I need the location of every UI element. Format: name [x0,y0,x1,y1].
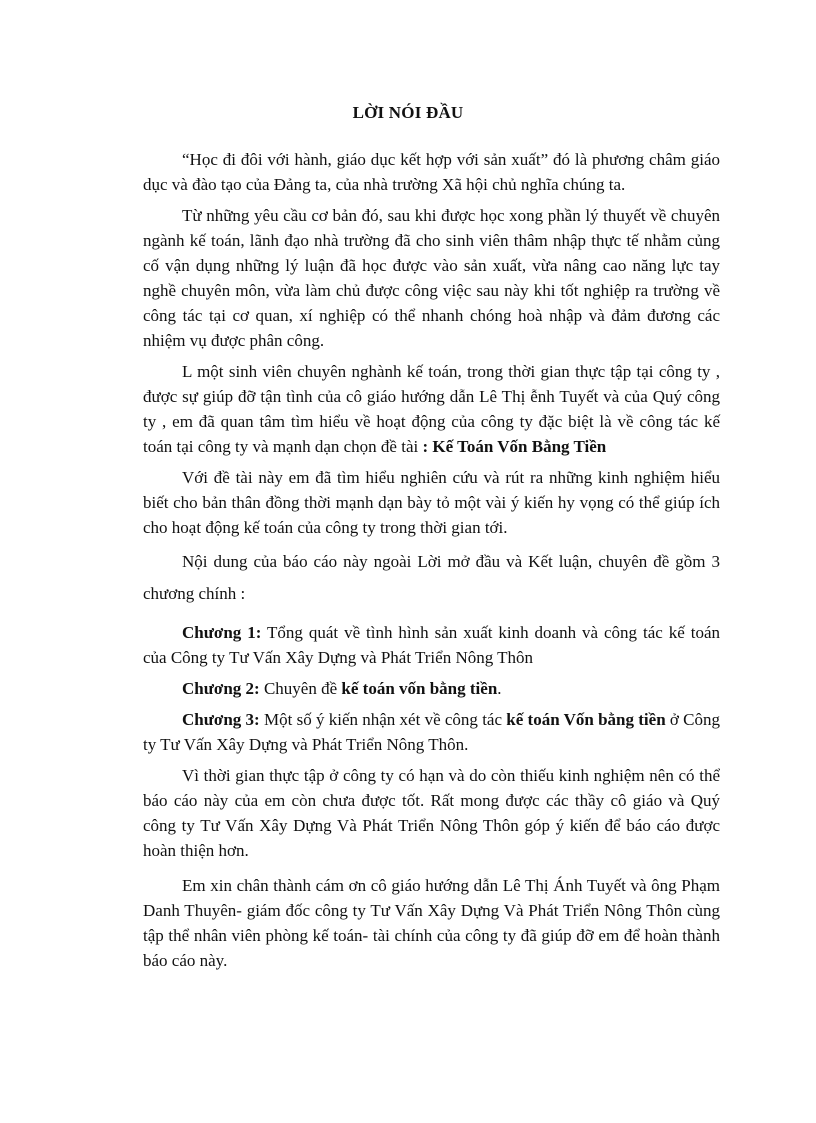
chapter-2-label: Chương 2: [182,679,260,698]
paragraph-research: Với đề tài này em đã tìm hiểu nghiên cứu và rút ra những kinh nghiệm hiểu biết cho bản thân đồng thời mạnh dạn bày tỏ một vài ý kiến hy vọng có thể giúp ích cho hoạt động kế toán của công ty trong thời gian tới. [143,468,720,537]
chapter-3-text: Một số ý kiến nhận xét về công tác [264,710,503,729]
paragraph-motto: “Học đi đôi với hành, giáo dục kết hợp với sản xuất” đó là phương châm giáo dục và đào tạo của Đảng ta, của nhà trường Xã hội chủ nghĩa chúng ta. [143,150,720,194]
paragraph-content-overview: Nội dung của báo cáo này ngoài Lời mở đầu và Kết luận, chuyên đề gồm 3 chương chính : [143,552,720,603]
chapter-1-text: Tổng quát về tình hình sản xuất kinh doanh và công tác kế toán của Công ty Tư Vấn Xây Dựng và Phát Triển Nông Thôn [143,623,720,667]
chapter-2 [143,676,720,701]
page-title: LỜI NÓI ĐẦU [352,103,464,122]
paragraph-topic [143,359,720,459]
chapter-2-end: . [497,679,502,698]
document-body [143,147,720,973]
chapter-2-topic: kế toán vốn bằng tiền [341,679,498,698]
chapter-3 [143,707,720,757]
chapter-3-end: ở Công ty Tư Vấn Xây Dựng và Phát Triển Nông Thôn. [143,710,721,754]
topic-title: : Kế Toán Vốn Bằng Tiền [422,437,607,456]
chapter-1 [143,620,720,670]
chapter-3-label: Chương 3: [182,710,260,729]
chapter-3-topic: kế toán Vốn bằng tiền [506,710,666,729]
chapter-2-text: Chuyên đề [263,679,338,698]
paragraph-background: Từ những yêu cầu cơ bản đó, sau khi được học xong phần lý thuyết về chuyên ngành kế toán, lãnh đạo nhà trường đã cho sinh viên thâm nhập thực tế nhằm củng cố vận dụng những lý luận đã học được vào sản xuất, vừa nâng cao năng lực tay nghề chuyên môn, vừa làm chủ được công việc sau này khi tốt nghiệp ra trường về công tác tại cơ quan, xí nghiệp có thể nhanh chóng hoà nhập và đảm đương các nhiệm vụ được phân công. [143,206,720,350]
chapter-1-label: Chương 1: [182,623,262,642]
paragraph-limitations: Vì thời gian thực tập ở công ty có hạn và do còn thiếu kinh nghiệm nên có thể báo cáo này của em còn chưa được tốt. Rất mong được các thầy cô giáo và Quý công ty Tư Vấn Xây Dựng Và Phát Triển Nông Thôn góp ý kiến để báo cáo được hoàn thiện hơn. [143,766,720,860]
paragraph-thanks: Em xin chân thành cám ơn cô giáo hướng dẫn Lê Thị Ánh Tuyết và ông Phạm Danh Thuyên- giám đốc công ty Tư Vấn Xây Dựng Và Phát Triển Nông Thôn cùng tập thể nhân viên phòng kế toán- tài chính của công ty đã giúp đỡ em để hoàn thành báo cáo này. [143,876,720,970]
topic-intro-text: L một sinh viên chuyên nghành kế toán, trong thời gian thực tập tại công ty , được sự giúp đỡ tận tình của cô giáo hướng dẫn Lê Thị ễnh Tuyết và của Quý công ty , em đã quan tâm tìm hiểu về hoạt động của công ty đặc biệt là về công tác kế toán tại công ty và mạnh dạn chọn đề tài [143,362,720,456]
